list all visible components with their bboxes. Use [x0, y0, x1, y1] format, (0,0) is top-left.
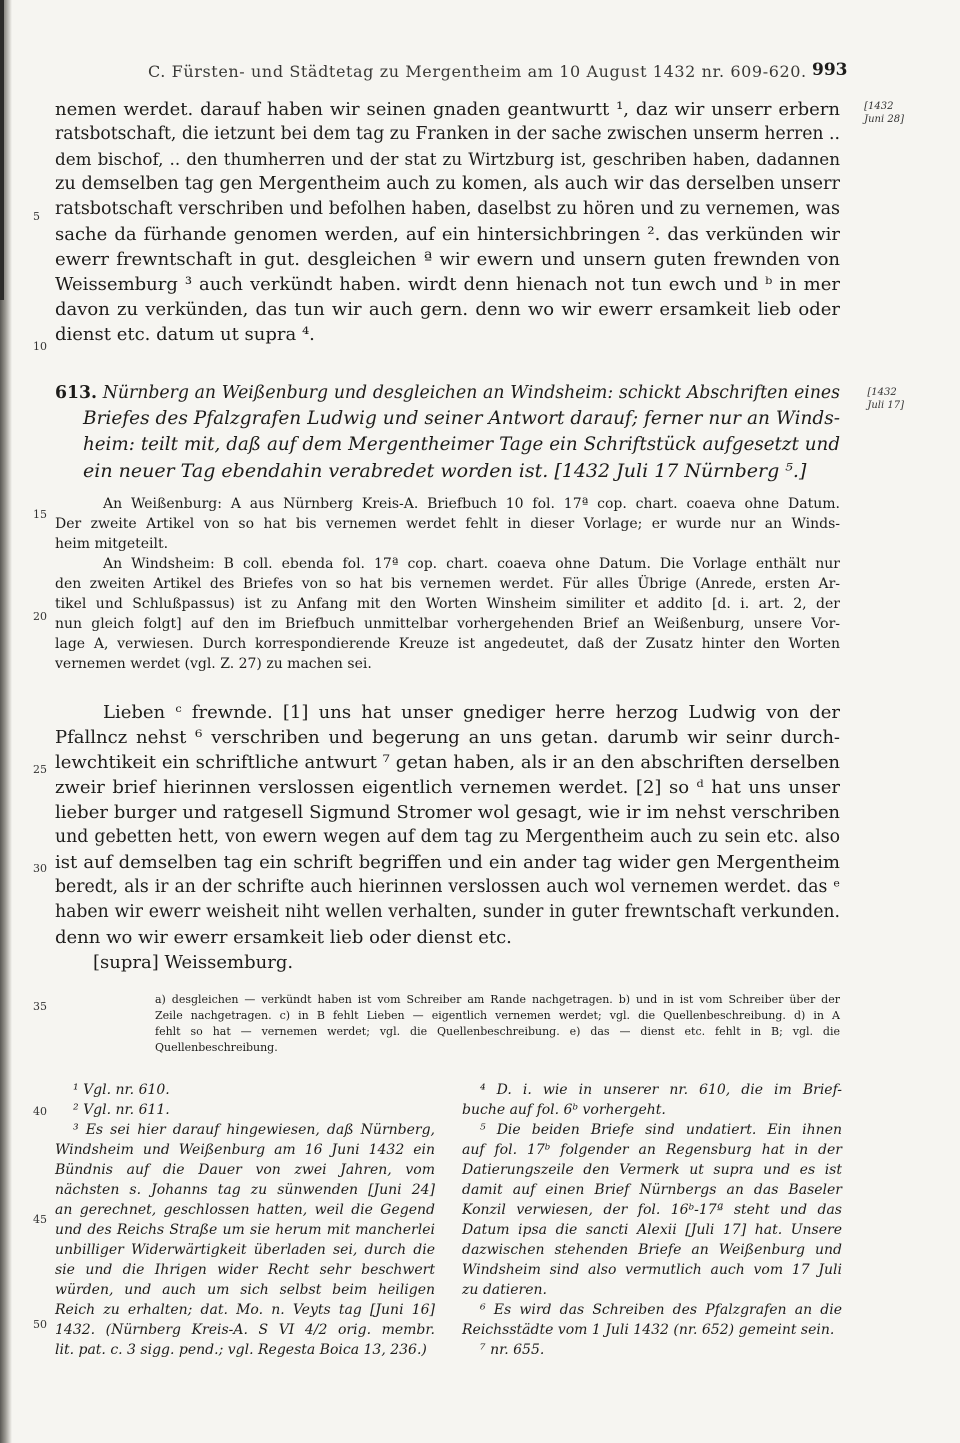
text-line: nemen werdet. darauf haben wir seinen gnaden geantwurtt ¹, daz wir unserr erbern — [55, 99, 840, 120]
text-line: zu demselben tag gen Mergentheim auch zu komen, als auch wir das derselben unserr — [55, 174, 840, 194]
line-number: 45 — [33, 1213, 47, 1226]
margin-date-2-year: [1432 — [867, 387, 897, 398]
text-line: sache da fürhande genomen werden, auf ein hintersichbringen ². das verkünden wir — [55, 224, 840, 245]
footnote-line: Datum ipsa die sancti Alexii [Juli 17] hat. Unsere — [462, 1222, 842, 1238]
entry-title-line — [55, 380, 840, 406]
letter-line: lewchtikeit ein schriftliche antwurt ⁷ getan haben, als ir an den abschriften derselben — [55, 752, 840, 773]
letter-line: und gebetten hett, von ewern wegen auf dem tag zu Mergentheim auch zu sein etc. also — [55, 827, 840, 847]
entry-heading — [55, 380, 840, 484]
apparatus-line: a) desgleichen — verkündt haben ist vom Schreiber am Rande nachgetragen. b) und in ist vom Schreiber über der — [155, 993, 840, 1006]
entry-title-line: heim: teilt mit, daß auf dem Mergentheimer Tage ein Schriftstück aufgesetzt und — [83, 434, 840, 455]
line-number: 15 — [33, 508, 47, 521]
apparatus-line: fehlt so hat — vernemen werdet; vgl. die Quellenbeschreibung. e) das — dienst etc. fehlt in B; vgl. die — [155, 1025, 840, 1038]
footnote-line: zu datieren. — [462, 1282, 547, 1298]
note-line: Der zweite Artikel von so hat bis vernemen werdet fehlt in dieser Vorlage; er wurde nur an Winds- — [55, 516, 840, 532]
entry-number: 613. — [55, 383, 98, 403]
margin-date-1-day: Juni 28] — [864, 114, 904, 125]
text-line: ewerr frewntschaft in gut. desgleichen ª wir ewern und unsern guten frewnden von — [55, 249, 840, 270]
note-line: heim mitgeteilt. — [55, 536, 169, 552]
footnotes-left-column — [55, 1080, 435, 1360]
letter-line: Pfallncz nehst ⁶ verschriben und begerung an uns getan. darumb wir seinr durch- — [55, 727, 840, 748]
note-line: An Weißenburg: A aus Nürnberg Kreis-A. Briefbuch 10 fol. 17ª cop. chart. coaeva ohne Datum. — [103, 496, 840, 512]
text-line: Weissemburg ³ auch verkündt haben. wirdt denn hienach not tun ewch und ᵇ in mer — [55, 274, 840, 295]
line-number: 5 — [33, 210, 40, 223]
footnotes-right-column — [462, 1080, 842, 1360]
footnote-line: buche auf fol. 6ᵇ vorhergeht. — [462, 1102, 666, 1118]
text-line: dem bischof, .. den thumherren und der stat zu Wirtzburg ist, geschriben haben, dadannen — [55, 149, 840, 169]
margin-date-2 — [867, 386, 904, 412]
line-number: 50 — [33, 1318, 47, 1331]
letter-line: [supra] Weissemburg. — [93, 952, 294, 973]
letter-text — [55, 700, 840, 975]
margin-date-1 — [864, 100, 904, 126]
source-description — [55, 494, 840, 674]
footnote-line: unbilliger Widerwärtigkeit überladen sei, durch die — [55, 1242, 435, 1258]
entry-title-text: Nürnberg an Weißenburg und desgleichen an Windsheim: schickt Abschriften eines — [102, 383, 840, 403]
text-line: ratsbotschaft, die ietzunt bei dem tag zu Franken in der sache zwischen unserm herren .. — [55, 124, 840, 144]
footnote-line: an gerechnet, geschlossen hatten, weil die Gegend — [55, 1202, 435, 1218]
note-line: lage A, verwiesen. Durch korrespondierende Kreuze ist angedeutet, daß der Zusatz hinter den Worten — [55, 636, 840, 652]
line-number: 25 — [33, 763, 47, 776]
letter-line: ist auf demselben tag ein schrift begriffen und ein ander tag wider gen Mergentheim — [55, 852, 840, 873]
critical-apparatus — [155, 992, 840, 1056]
apparatus-line: Zeile nachgetragen. c) in B fehlt Lieben — eigentlich vernemen werdet; vgl. die Quellenbeschreibung. d) in A — [155, 1009, 840, 1022]
footnote-line: Konzil verwiesen, der fol. 16ᵇ-17ª steht und das — [462, 1202, 842, 1218]
footnote-line: ⁵ Die beiden Briefe sind undatiert. Ein ihnen — [480, 1122, 842, 1138]
note-line: An Windsheim: B coll. ebenda fol. 17ª cop. chart. coaeva ohne Datum. Die Vorlage enthält nur — [103, 556, 840, 572]
text-line: davon zu verkünden, das tun wir auch gern. denn wo wir ewerr ersamkeit lieb oder — [55, 299, 840, 320]
footnote-line: ⁴ D. i. wie in unserer nr. 610, die im Brief- — [480, 1082, 842, 1098]
margin-date-1-year: [1432 — [864, 101, 894, 112]
entry-title-line: Briefes des Pfalzgrafen Ludwig und seiner Antwort darauf; ferner nur an Winds- — [83, 408, 840, 429]
footnote-line: Bündnis auf die Dauer von zwei Jahren, vom — [55, 1162, 435, 1178]
line-number: 35 — [33, 1000, 47, 1013]
note-line: den zweiten Artikel des Briefes von so hat bis vernemen werdet. Für alles Übrige (Anrede, ersten Ar- — [55, 576, 840, 592]
footnote-line: auf fol. 17ᵇ folgender an Regensburg hat in der — [462, 1142, 842, 1158]
footnote-line: Reich zu erhalten; dat. Mo. n. Veyts tag [Juni 16] — [55, 1302, 435, 1318]
footnote-line: sie und die Ihrigen wider Recht sehr beschwert — [55, 1262, 435, 1278]
note-line: nun gleich folgt] auf den im Briefbuch unmittelbar vorhergehenden Brief an Weißenburg, unsere Vor- — [55, 616, 840, 632]
letter-line: Lieben ᶜ frewnde. [1] uns hat unser gnediger herre herzog Ludwig von der — [103, 702, 840, 723]
footnote-line: ² Vgl. nr. 611. — [73, 1102, 170, 1118]
footnote-line: lit. pat. c. 3 sigg. pend.; vgl. Regesta Boica 13, 236.) — [55, 1342, 427, 1358]
paragraph-continuation — [55, 97, 840, 347]
line-number: 40 — [33, 1105, 47, 1118]
margin-date-2-day: Juli 17] — [867, 400, 904, 411]
footnote-line: Datierungszeile den Vermerk ut supra und es ist — [462, 1162, 842, 1178]
footnote-line: Windsheim und Weißenburg am 16 Juni 1432 ein — [55, 1142, 435, 1158]
note-line: tikel und Schlußpassus) ist zu Anfang mit den Worten Winsheim similiter et addito [d. i. art. 2, der — [55, 596, 840, 612]
scan-shadow — [0, 0, 4, 300]
page-number: 993 — [812, 60, 848, 80]
entry-title-line: ein neuer Tag ebendahin verabredet worden ist. [1432 Juli 17 Nürnberg ⁵.] — [83, 460, 807, 482]
footnote-line: Windsheim sind also vermutlich auch vom 17 Juli — [462, 1262, 842, 1278]
note-line: vernemen werdet (vgl. Z. 27) zu machen sei. — [55, 656, 372, 672]
line-number: 30 — [33, 862, 47, 875]
footnote-line: dazwischen stehenden Briefe an Weißenburg und — [462, 1242, 842, 1258]
footnote-line: würden, und auch um sich selbst beim heiligen — [55, 1282, 435, 1298]
letter-line: denn wo wir ewerr ersamkeit lieb oder dienst etc. — [55, 927, 512, 948]
letter-line: haben wir ewerr weisheit niht wellen verhalten, sunder in guter frewntschaft verkunden. — [55, 902, 840, 922]
footnote-line: ⁷ nr. 655. — [480, 1342, 545, 1358]
letter-line: zweir brief hierinnen verslossen eigentlich vernemen werdet. [2] so ᵈ hat uns unser — [55, 777, 840, 798]
footnote-line: Reichsstädte vom 1 Juli 1432 (nr. 652) gemeint sein. — [462, 1322, 835, 1338]
letter-line: lieber burger und ratgesell Sigmund Stromer wol gesagt, wie ir im nehst verschriben — [55, 802, 840, 823]
footnote-line: ¹ Vgl. nr. 610. — [73, 1082, 170, 1098]
footnote-line: 1432. (Nürnberg Kreis-A. S VI 4/2 orig. membr. — [55, 1322, 435, 1338]
running-title: C. Fürsten- und Städtetag zu Mergentheim am 10 August 1432 nr. 609-620. — [148, 62, 807, 81]
footnote-line: nächsten s. Johanns tag zu sünwenden [Juni 24] — [55, 1182, 435, 1198]
footnote-line: damit auf einen Brief Nürnbergs an das Baseler — [462, 1182, 842, 1198]
letter-line: beredt, als ir an der schrifte auch hierinnen verslossen auch wol vernemen werdet. das ᵉ — [55, 877, 840, 897]
footnote-line: und des Reichs Straße um sie herum mit mancherlei — [55, 1222, 435, 1238]
footnote-line: ⁶ Es wird das Schreiben des Pfalzgrafen an die — [480, 1302, 842, 1318]
footnote-line: ³ Es sei hier darauf hingewiesen, daß Nürnberg, — [73, 1122, 435, 1138]
line-number: 20 — [33, 610, 47, 623]
line-number: 10 — [33, 340, 47, 353]
text-line: ratsbotschaft verschriben und befolhen haben, daselbst zu hören und zu vernemen, was — [55, 199, 840, 219]
apparatus-line: Quellenbeschreibung. — [155, 1041, 278, 1054]
text-line: dienst etc. datum ut supra ⁴. — [55, 324, 315, 345]
